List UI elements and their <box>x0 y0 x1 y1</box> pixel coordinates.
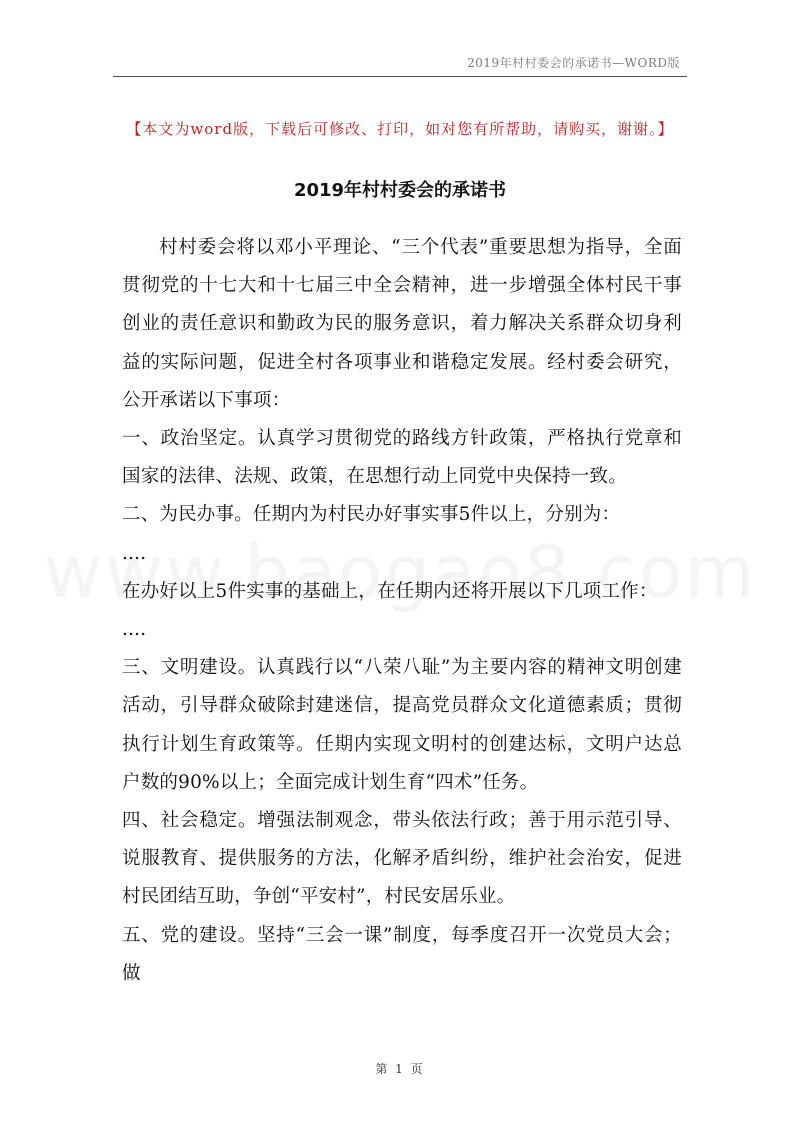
paragraph-intro: 村村委会将以邓小平理论、“三个代表”重要思想为指导，全面贯彻党的十七大和十七届三中全会精神，进一步增强全体村民干事创业的责任意识和勤政为民的服务意识，着力解决关系群众切身利益的实际问题，促进全村各项事业和谐稳定发展。经村委会研究，公开承诺以下事项： <box>122 237 682 411</box>
running-header: 2019年村村委会的承诺书—WORD版 <box>467 56 680 70</box>
download-notice: 【本文为word版，下载后可修改、打印，如对您有所帮助，请购买，谢谢。】 <box>126 120 674 138</box>
document-title: 2019年村村委会的承诺书 <box>293 180 507 201</box>
page-number: 第 1 页 <box>375 1062 425 1076</box>
header-rule <box>113 76 687 77</box>
paragraph-item-1: 一、政治坚定。认真学习贯彻党的路线方针政策，严格执行党章和国家的法律、法规、政策，在思想行动上同党中央保持一致。 <box>122 428 682 488</box>
paragraph-item-4: 四、社会稳定。增强法制观念，带头依法行政；善于用示范引导、说服教育、提供服务的方法，化解矛盾纠纷，维护社会治安，促进村民团结互助，争创“平安村”，村民安居乐业。 <box>122 810 682 908</box>
paragraph-item-2: 二、为民办事。任期内为村民办好事实事5件以上，分别为： <box>122 504 621 526</box>
paragraph-ellipsis-1: .... <box>122 542 147 564</box>
paragraph-ellipsis-2: .... <box>122 619 147 641</box>
document-body <box>122 229 682 993</box>
paragraph-item-5: 五、党的建设。坚持“三会一课”制度，每季度召开一次党员大会；做 <box>122 924 682 984</box>
paragraph-item-3: 三、文明建设。认真践行以“八荣八耻”为主要内容的精神文明创建活动，引导群众破除封建迷信，提高党员群众文化道德素质；贯彻执行计划生育政策等。任期内实现文明村的创建达标，文明户达总户数的90%以上；全面完成计划生育“四术”任务。 <box>122 657 682 793</box>
paragraph-additional-work: 在办好以上5件实事的基础上，在任期内还将开展以下几项工作： <box>122 580 658 602</box>
